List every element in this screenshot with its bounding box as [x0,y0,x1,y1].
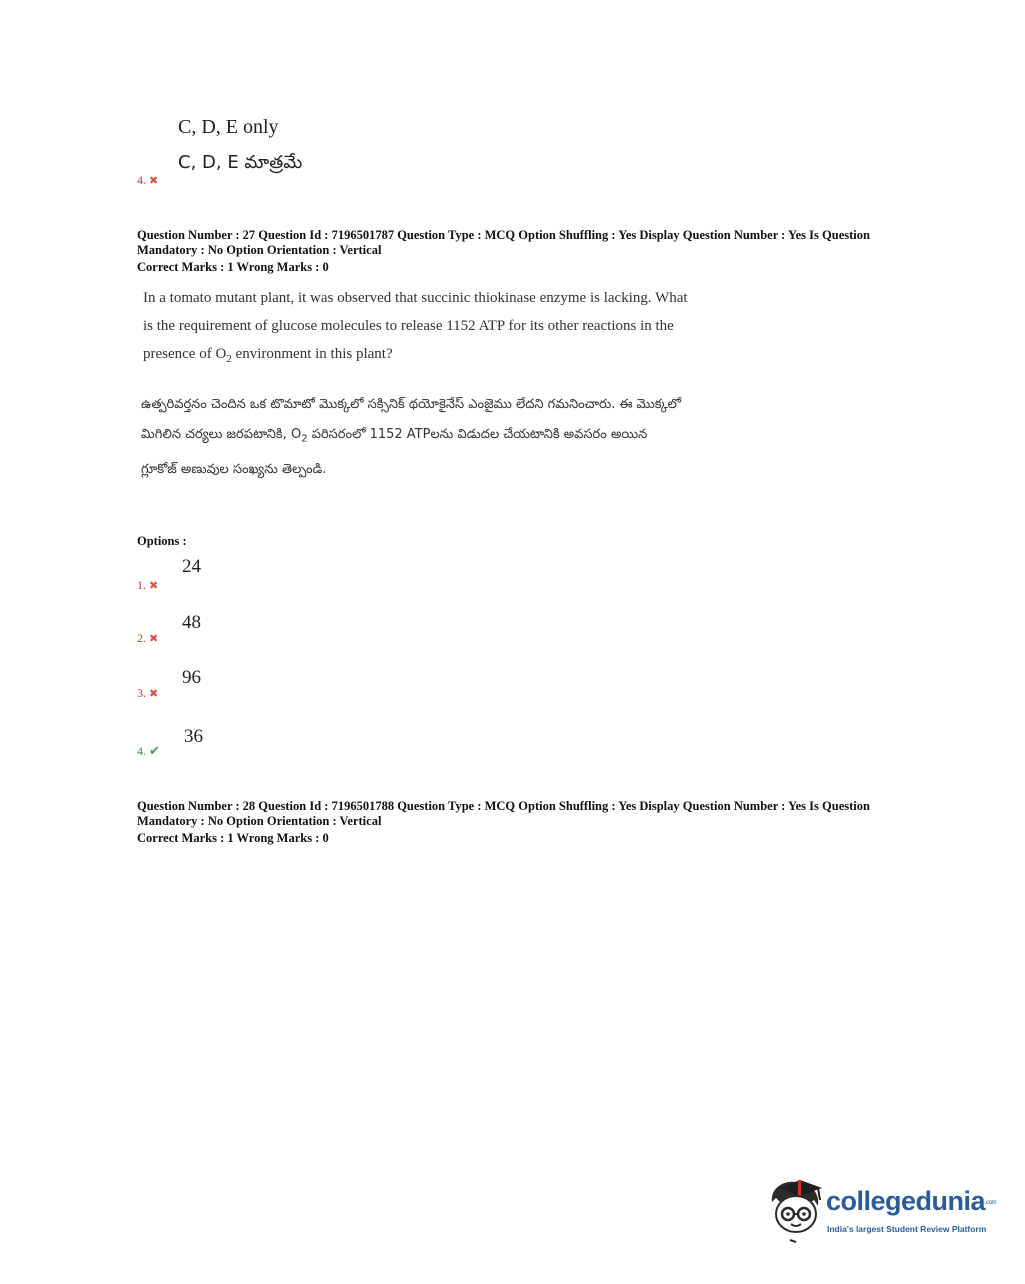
cross-icon: ✖ [149,688,159,700]
q27-text-te-line2: మిగిలిన చర్యలు జరపటానికి, $O_2$ పరిసరంలో 1152 ATPలను విడుదల చేయటానికి అవసరం అయిన [141,427,648,445]
cross-icon: ✖ [149,633,159,645]
q27-meta [137,228,907,275]
cross-icon: ✖ [149,175,159,187]
q27-text-te-line3: గ్లూకోజ్ అణువుల సంఖ్యను తెల్పండి. [141,461,327,477]
option-4-value: 36 [184,726,203,747]
check-icon: ✔ [149,743,160,758]
q27-meta-line2: Mandatory : No Option Orientation : Vertical [137,243,382,257]
option-2-number: 2. ✖ [137,631,159,645]
cross-icon: ✖ [149,580,159,592]
q27-marks: Correct Marks : 1 Wrong Marks : 0 [137,260,329,274]
mascot-icon [766,1176,826,1246]
q27-text-te [141,390,741,485]
option-3-number: 3. ✖ [137,686,159,700]
q27-text-te-line1: ఉత్పరివర్తనం చెందిన ఒక టొమాటో మొక్కలో సక్సినిక్ థయోకైనేస్ ఎంజైము లేదని గమనించారు. ఈ మొక్కలో [141,397,682,412]
brand-logo [766,1176,996,1246]
q28-marks: Correct Marks : 1 Wrong Marks : 0 [137,831,329,845]
options-label: Options : [137,534,187,548]
q27-text-en-line3: presence of $O_2$ environment in this plant? [143,346,393,365]
q28-meta [137,799,907,846]
option-1-number: 1. ✖ [137,578,159,592]
option-3-value: 96 [182,667,201,688]
prev-option-text-te: C, D, E మాత్రమే [178,152,303,173]
option-2-value: 48 [182,612,201,633]
brand-suffix: .com [985,1199,997,1206]
prev-option-number: 4. ✖ [137,173,159,187]
q28-meta-line1: Question Number : 28 Question Id : 7196501788 Question Type : MCQ Option Shuffling : Yes Display Question Number : Yes Is Question [137,799,870,813]
brand-name: collegedunia.com [826,1186,997,1216]
q27-text-en-line2: is the requirement of glucose molecules to release 1152 ATP for its other reactions in the [143,318,674,334]
q27-text-en [143,284,743,373]
q27-meta-line1: Question Number : 27 Question Id : 7196501787 Question Type : MCQ Option Shuffling : Yes Display Question Number : Yes Is Question [137,228,870,242]
option-4-number: 4. ✔ [137,743,160,758]
brand-tagline: India's largest Student Review Platform [827,1224,987,1234]
q27-text-en-line1: In a tomato mutant plant, it was observed that succinic thiokinase enzyme is lacking. What [143,290,688,306]
option-1-value: 24 [182,556,201,577]
prev-option-text-en: C, D, E only [178,116,279,138]
q28-meta-line2: Mandatory : No Option Orientation : Vertical [137,814,382,828]
